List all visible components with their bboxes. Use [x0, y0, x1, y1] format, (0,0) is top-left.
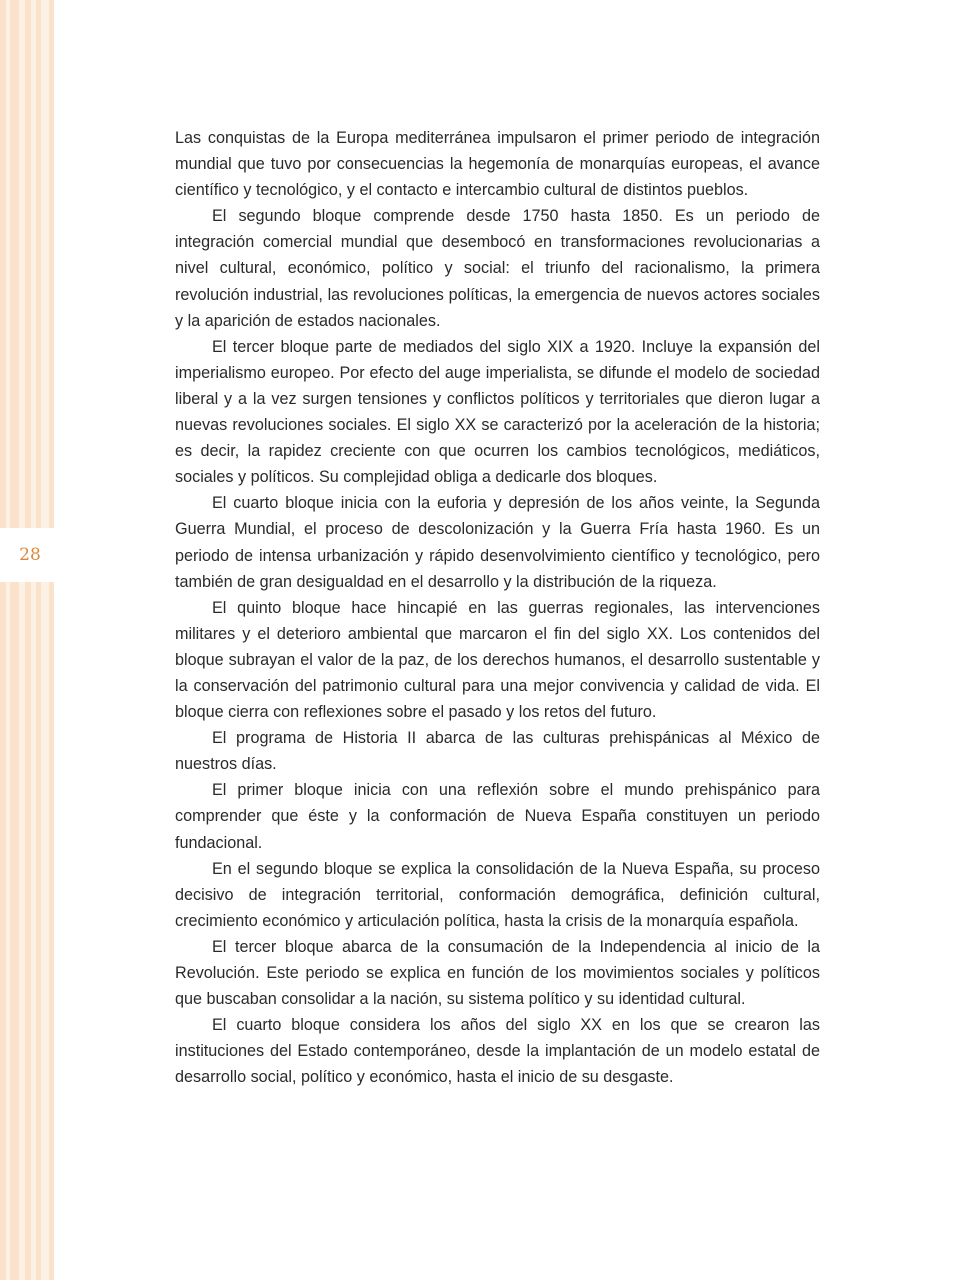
body-text [175, 125, 820, 1090]
page-number-box [0, 528, 60, 582]
paragraph: El programa de Historia II abarca de las culturas prehispánicas al México de nuestros días. [175, 729, 820, 774]
paragraph: El cuarto bloque considera los años del siglo XX en los que se crearon las instituciones del Estado contemporáneo, desde la implantación de un modelo estatal de desarrollo social, político y económico, hasta el inicio de su desgaste. [175, 1016, 820, 1087]
paragraph: El tercer bloque parte de mediados del siglo XIX a 1920. Incluye la expansión del imperialismo europeo. Por efecto del auge imperialista, se difunde el modelo de sociedad liberal y a la vez surgen tensiones y conflictos políticos y territoriales que dieron lugar a nuevas revoluciones sociales. El siglo XX se caracterizó por la aceleración de la historia; es decir, la rapidez creciente con que ocurren los cambios tecnológicos, mediáticos, sociales y políticos. Su complejidad obliga a dedicarle dos bloques. [175, 337, 820, 487]
margin-stripe [49, 0, 54, 1280]
paragraph: El primer bloque inicia con una reflexión sobre el mundo prehispánico para comprender que éste y la conformación de Nueva España constituyen un periodo fundacional. [175, 781, 820, 852]
paragraph: El cuarto bloque inicia con la euforia y depresión de los años veinte, la Segunda Guerra Mundial, el proceso de descolonización y la Guerra Fría hasta 1960. Es un periodo de intensa urbanización y rápido desenvolvimiento científico y tecnológico, pero también de gran desigualdad en el desarrollo y la distribución de la riqueza. [175, 494, 820, 591]
paragraph: El quinto bloque hace hincapié en las guerras regionales, las intervenciones militares y el deterioro ambiental que marcaron el fin del siglo XX. Los contenidos del bloque subrayan el valor de la paz, de los derechos humanos, el desarrollo sustentable y la conservación del patrimonio cultural para una mejor convivencia y calidad de vida. El bloque cierra con reflexiones sobre el pasado y los retos del futuro. [175, 598, 820, 722]
margin-stripe [10, 0, 19, 1280]
paragraph: El tercer bloque abarca de la consumación de la Independencia al inicio de la Revolución. Este periodo se explica en función de los movimientos sociales y políticos que buscaban consolidar a la nación, su sistema político y su identidad cultural. [175, 937, 820, 1009]
paragraph: El segundo bloque comprende desde 1750 hasta 1850. Es un periodo de integración comercial mundial que desembocó en transformaciones revolucionarias a nivel cultural, económico, político y social: el triunfo del racionalismo, la primera revolución industrial, las revoluciones políticas, la emergencia de nuevos actores sociales y la aparición de estados nacionales. [175, 207, 820, 330]
margin-decoration [0, 0, 60, 1280]
page-number: 28 [19, 545, 41, 565]
paragraph: En el segundo bloque se explica la consolidación de la Nueva España, su proceso decisivo de integración territorial, conformación demográfica, definición cultural, crecimiento económico y articulación política, hasta la crisis de la monarquía española. [175, 859, 820, 930]
margin-stripe [41, 0, 49, 1280]
paragraph: Las conquistas de la Europa mediterránea impulsaron el primer periodo de integración mundial que tuvo por consecuencias la hegemonía de monarquías europeas, el avance científico y tecnológico, y el contacto e intercambio cultural de distintos pueblos. [175, 129, 820, 200]
